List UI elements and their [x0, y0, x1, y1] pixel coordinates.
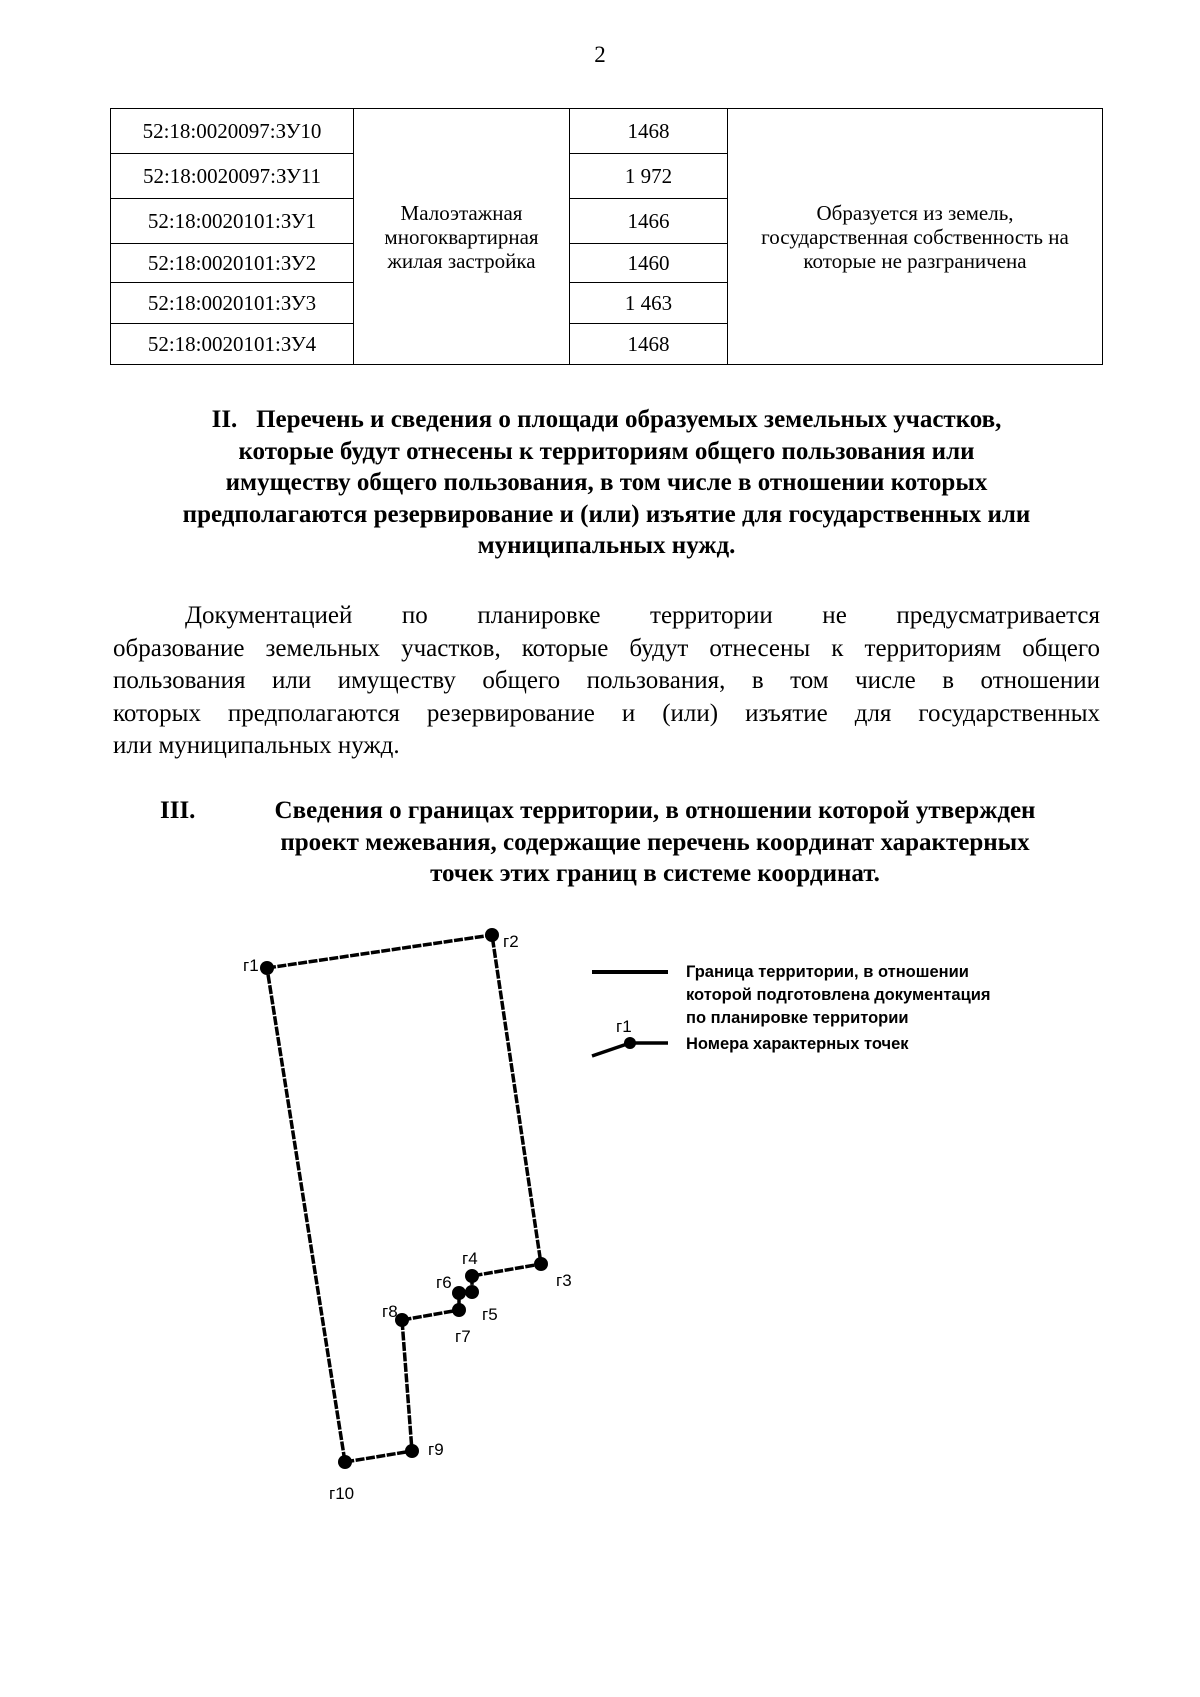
point-label-r9: г9: [428, 1440, 444, 1459]
parcel-area: 1460: [570, 244, 728, 283]
heading-line: муниципальных нужд.: [477, 532, 736, 559]
territory-boundary: [267, 935, 541, 1462]
heading-line: точек этих границ в системе координат.: [430, 860, 880, 887]
page-number: 2: [594, 42, 606, 67]
point-label-r6: г6: [436, 1273, 452, 1292]
origin-line: государственная собственность на: [761, 224, 1069, 249]
section-number: III.: [160, 797, 196, 824]
legend-boundary-text: по планировке территории: [686, 1009, 909, 1027]
land-use-line: жилая застройка: [387, 248, 536, 273]
paragraph-line: или муниципальных нужд.: [113, 732, 400, 759]
heading-line: проект межевания, содержащие перечень координат характерных: [280, 828, 1030, 856]
point-label-r3: г3: [556, 1271, 572, 1290]
parcel-id: 52:18:0020097:ЗУ10: [111, 109, 354, 154]
boundary-point: [452, 1303, 466, 1317]
parcel-id: 52:18:0020101:ЗУ1: [111, 199, 354, 244]
heading-line: Сведения о границах территории, в отношении которой утвержден: [274, 797, 1036, 824]
legend-point-marker: [624, 1037, 636, 1049]
legend-point-label: г1: [616, 1017, 632, 1036]
heading-line: которые будут отнесены к территориям общего пользования или: [238, 437, 975, 465]
parcel-area: 1 972: [570, 154, 728, 199]
point-label-r2: г2: [503, 932, 519, 951]
heading-line: [110, 404, 1103, 436]
boundary-point: [452, 1286, 466, 1300]
land-use-line: многоквартирная: [384, 224, 539, 249]
legend-point-line: [592, 1043, 630, 1056]
parcel-area: 1 463: [570, 283, 728, 324]
parcel-id: 52:18:0020101:ЗУ3: [111, 283, 354, 324]
land-use-line: Малоэтажная: [400, 200, 523, 225]
paragraph-line: образование земельных участков, которые будут отнесены к территориям общего: [113, 634, 1100, 662]
legend-points-text: Номера характерных точек: [686, 1035, 909, 1053]
parcel-id: 52:18:0020101:ЗУ4: [111, 324, 354, 365]
parcels-table: [110, 108, 1103, 365]
boundary-point: [485, 928, 499, 942]
origin-line: Образуется из земель,: [816, 200, 1014, 225]
section-3-title: [210, 795, 1100, 890]
parcel-id: 52:18:0020097:ЗУ11: [111, 154, 354, 199]
point-label-r4: г4: [462, 1249, 478, 1268]
section-2-heading: [110, 404, 1103, 562]
parcel-area: 1468: [570, 324, 728, 365]
section-2-paragraph: [113, 600, 1100, 763]
parcel-area: 1468: [570, 109, 728, 154]
section-number: II.: [211, 406, 238, 433]
parcel-id: 52:18:0020101:ЗУ2: [111, 244, 354, 283]
origin-cell: [728, 109, 1103, 365]
boundary-diagram: [230, 920, 1080, 1520]
boundary-point: [260, 961, 274, 975]
paragraph-line: которых предполагаются резервирование и (или) изъятие для государственных: [113, 699, 1100, 727]
legend-boundary-text: которой подготовлена документация: [686, 986, 991, 1004]
boundary-point: [405, 1444, 419, 1458]
boundary-point: [465, 1285, 479, 1299]
parcel-area: 1466: [570, 199, 728, 244]
point-label-r1: г1: [243, 956, 259, 975]
point-label-r7: г7: [455, 1327, 471, 1346]
table-row: [111, 109, 1103, 154]
point-label-r8: г8: [382, 1302, 398, 1321]
boundary-point: [338, 1455, 352, 1469]
heading-line: имуществу общего пользования, в том числе в отношении которых: [225, 469, 988, 496]
legend-boundary-text: Граница территории, в отношении: [686, 963, 969, 981]
land-use-cell: [354, 109, 570, 365]
point-label-r5: г5: [482, 1305, 498, 1324]
heading-line-text: Перечень и сведения о площади образуемых земельных участков,: [256, 406, 1002, 433]
point-label-r10: г10: [329, 1484, 355, 1503]
boundary-point: [534, 1257, 548, 1271]
boundary-point: [465, 1269, 479, 1283]
paragraph-line: пользования или имуществу общего пользования, в том числе в отношении: [113, 667, 1100, 694]
paragraph-line: Документацией по планировке территории не предусматривается: [185, 602, 1100, 629]
origin-line: которые не разграничена: [803, 248, 1027, 273]
heading-line: предполагаются резервирование и (или) изъятие для государственных или: [182, 500, 1031, 528]
